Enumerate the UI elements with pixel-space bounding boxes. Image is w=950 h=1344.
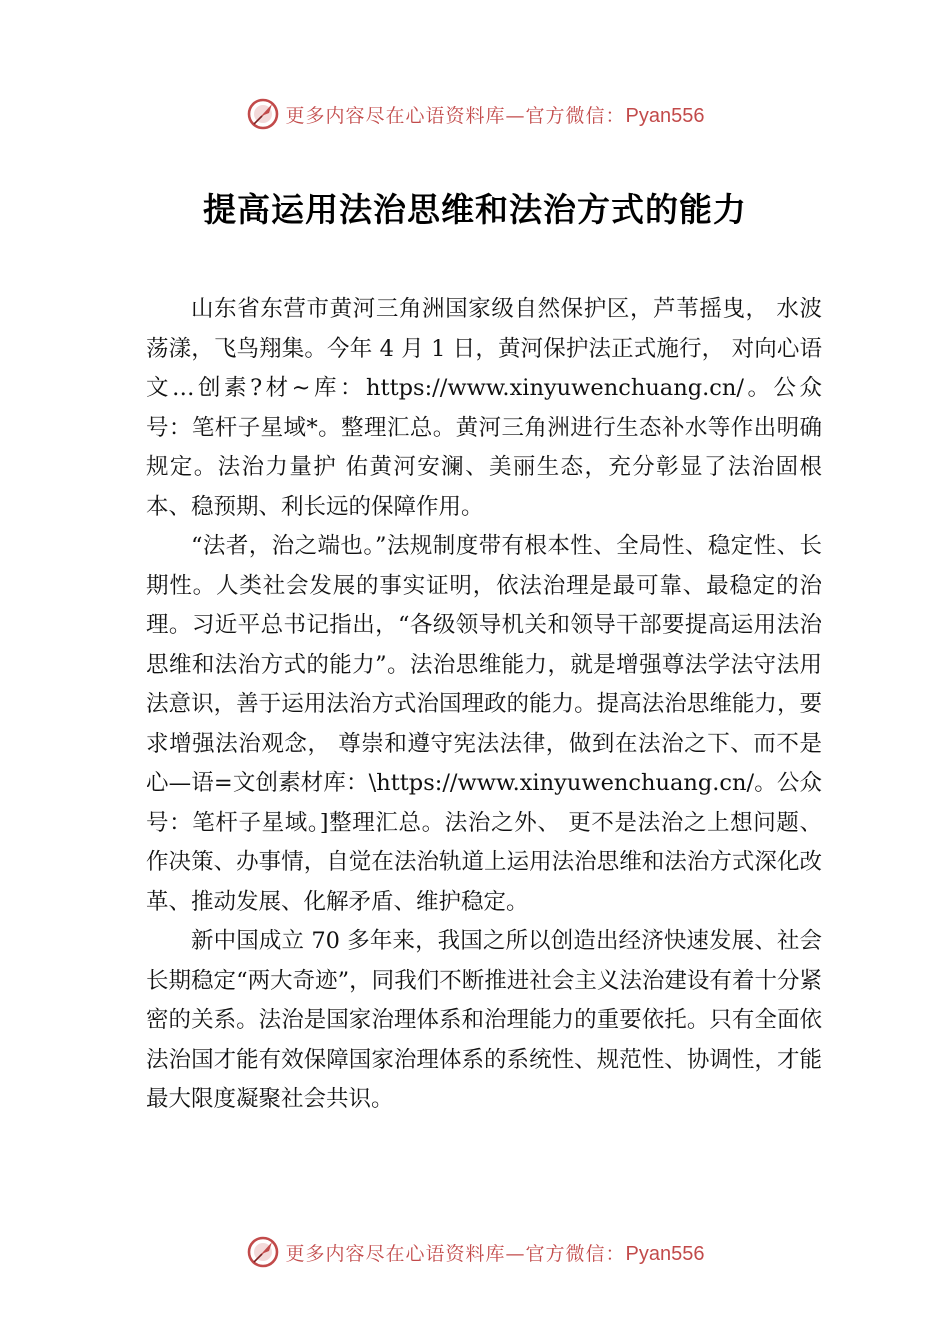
- paragraph-3: 新中国成立 70 多年来，我国之所以创造出经济快速发展、社会长期稳定“两大奇迹”，同我们不断推进社会主义法治建设有着十分紧密的关系。法治是国家治理体系和治理能力的重要依托。只有全面依法治国才能有效保障国家治理体系的系统性、规范性、协调性，才能最大限度凝聚社会共识。: [146, 928, 822, 1112]
- header-watermark: [0, 94, 950, 134]
- paragraph-1: 山东省东营市黄河三角洲国家级自然保护区，芦苇摇曳， 水波荡漾，飞鸟翔集。今年 4 月 1 日，黄河保护法正式施行， 对向心语文…创素?材~库：https://www.xinyuwenchuang.cn/。公众号：笔杆子星域*。整理汇总。黄河三角洲进行生态补水等作出明确规定。法治力量护 佑黄河安澜、美丽生态，充分彰显了法治固根本、稳预期、利长远的保障作用。: [146, 296, 822, 520]
- quill-pen-circle-logo-icon: [246, 97, 280, 131]
- paragraph-2: “法者，治之端也。”法规制度带有根本性、全局性、稳定性、长期性。人类社会发展的事实证明，依法治理是最可靠、最稳定的治理。习近平总书记指出，“各级领导机关和领导干部要提高运用法治思维和法治方式的能力”。法治思维能力，就是增强尊法学法守法用法意识，善于运用法治方式治国理政的能力。提高法治思维能力，要求增强法治观念， 尊崇和遵守宪法法律，做到在法治之下、而不是心—语=文创素材库：\https://www.xinyuwenchuang.cn/。公众号：笔杆子星域。]整理汇总。法治之外、 更不是法治之上想问题、作决策、办事情，自觉在法治轨道上运用法治思维和法治方式深化改革、推动发展、化解矛盾、维护稳定。: [146, 533, 822, 915]
- watermark-text: [286, 1239, 705, 1266]
- watermark-wechat-id: Pyan556: [625, 1242, 705, 1265]
- watermark-site: 更多内容尽在心语资料库—官方微信：: [285, 1242, 626, 1265]
- watermark-text: [286, 101, 705, 128]
- watermark-site: 更多内容尽在心语资料库—官方微信：: [285, 104, 626, 127]
- footer-watermark: [0, 1232, 950, 1272]
- document-title: 提高运用法治思维和法治方式的能力: [203, 190, 747, 229]
- watermark-wechat-id: Pyan556: [625, 104, 705, 127]
- quill-pen-circle-logo-icon: [246, 1235, 280, 1269]
- document-body: [146, 290, 822, 1120]
